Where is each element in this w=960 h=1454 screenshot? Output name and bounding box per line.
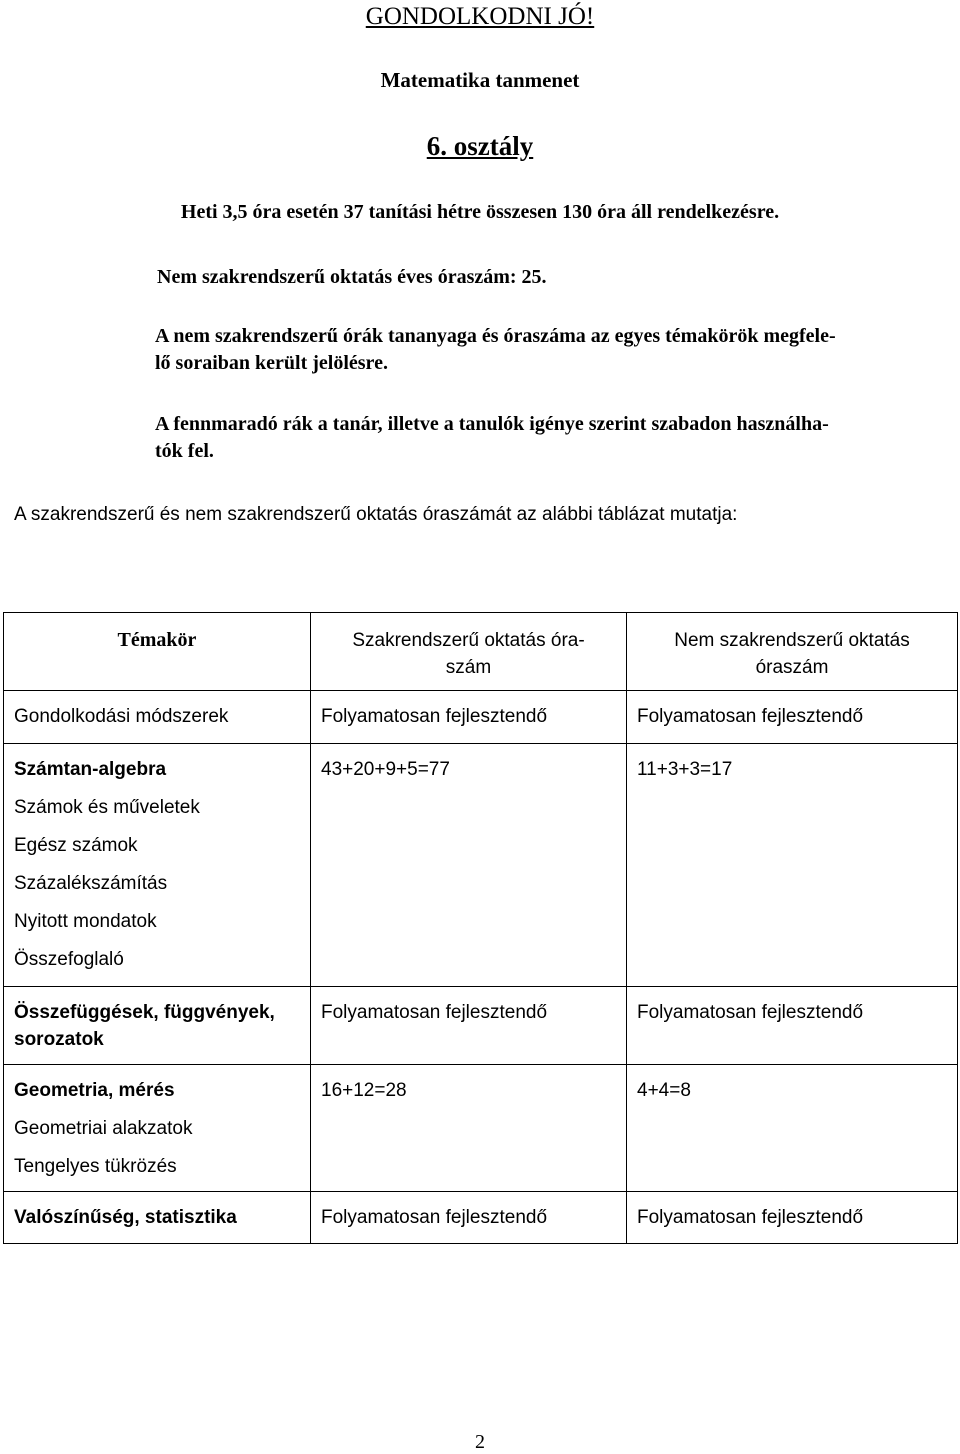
topic-cell xyxy=(4,1192,311,1244)
table-row xyxy=(4,744,958,987)
table-row xyxy=(4,1192,958,1244)
subtopic-label: Összefoglaló xyxy=(14,949,124,970)
regular-hours-value: Folyamatosan fejlesztendő xyxy=(321,706,548,727)
topic-label: Számtan-algebra xyxy=(14,759,167,780)
topic-label-line1: Összefüggések, függvények, xyxy=(14,1002,275,1023)
header-nonregular-hours xyxy=(627,613,958,691)
regular-hours-cell xyxy=(311,1065,627,1192)
subtopic-label: Számok és műveletek xyxy=(14,797,200,818)
table-row xyxy=(4,987,958,1065)
header-topic-label: Témakör xyxy=(117,629,197,651)
table-row xyxy=(4,691,958,744)
nonregular-hours-cell xyxy=(627,691,958,744)
topic-cell xyxy=(4,987,311,1065)
document-title: GONDOLKODNI JÓ! xyxy=(365,3,595,30)
intro-marking-note-line1: A nem szakrendszerű órák tananyaga és óraszáma az egyes témakörök megfele- xyxy=(155,325,836,347)
nonregular-hours-cell xyxy=(627,1192,958,1244)
nonregular-hours-value: 11+3+3=17 xyxy=(637,759,733,780)
subtopic-label: Egész számok xyxy=(14,835,138,856)
nonregular-hours-value: Folyamatosan fejlesztendő xyxy=(637,706,864,727)
nonregular-hours-cell xyxy=(627,1065,958,1192)
regular-hours-cell xyxy=(311,987,627,1065)
intro-weekly-hours: Heti 3,5 óra esetén 37 tanítási hétre összesen 130 óra áll rendelkezésre. xyxy=(180,201,780,223)
nonregular-hours-cell xyxy=(627,987,958,1065)
intro-remaining-hours-note xyxy=(155,411,950,465)
topic-cell xyxy=(4,691,311,744)
subtopic-label: Geometriai alakzatok xyxy=(14,1118,193,1139)
intro-annual-hours: Nem szakrendszerű oktatás éves óraszám: 25. xyxy=(157,266,547,288)
topic-label: Gondolkodási módszerek xyxy=(14,706,229,727)
header-regular-hours-line1: Szakrendszerű oktatás óra- xyxy=(352,630,585,651)
table-header-row xyxy=(4,613,958,691)
header-regular-hours-line2: szám xyxy=(445,657,492,678)
nonregular-hours-cell xyxy=(627,744,958,987)
regular-hours-value: Folyamatosan fejlesztendő xyxy=(321,1002,548,1023)
table-row xyxy=(4,1065,958,1192)
table-intro-text: A szakrendszerű és nem szakrendszerű oktatás óraszámát az alábbi táblázat mutatja: xyxy=(14,504,738,525)
header-topic xyxy=(4,613,311,691)
subtopic-label: Tengelyes tükrözés xyxy=(14,1156,177,1177)
intro-remaining-hours-line2: tók fel. xyxy=(155,440,214,462)
document-subtitle: Matematika tanmenet xyxy=(380,68,580,92)
hours-table xyxy=(3,612,958,1244)
nonregular-hours-value: Folyamatosan fejlesztendő xyxy=(637,1002,864,1023)
intro-marking-note xyxy=(155,323,950,377)
topic-cell xyxy=(4,1065,311,1192)
regular-hours-value: 43+20+9+5=77 xyxy=(321,759,450,780)
regular-hours-value: Folyamatosan fejlesztendő xyxy=(321,1207,548,1228)
nonregular-hours-value: Folyamatosan fejlesztendő xyxy=(637,1207,864,1228)
regular-hours-value: 16+12=28 xyxy=(321,1080,407,1101)
grade-heading: 6. osztály xyxy=(426,131,534,161)
header-nonregular-hours-line1: Nem szakrendszerű oktatás xyxy=(674,630,910,651)
page-number: 2 xyxy=(475,1431,485,1453)
topic-label-line2: sorozatok xyxy=(14,1029,104,1050)
header-regular-hours xyxy=(311,613,627,691)
intro-marking-note-line2: lő soraiban került jelölésre. xyxy=(155,352,388,374)
regular-hours-cell xyxy=(311,691,627,744)
regular-hours-cell xyxy=(311,744,627,987)
topic-label: Geometria, mérés xyxy=(14,1080,175,1101)
header-nonregular-hours-line2: óraszám xyxy=(755,657,829,678)
subtopic-label: Nyitott mondatok xyxy=(14,911,157,932)
topic-label: Valószínűség, statisztika xyxy=(14,1207,237,1228)
subtopic-label: Százalékszámítás xyxy=(14,873,168,894)
intro-remaining-hours-line1: A fennmaradó rák a tanár, illetve a tanulók igénye szerint szabadon használha- xyxy=(155,413,829,435)
regular-hours-cell xyxy=(311,1192,627,1244)
topic-cell xyxy=(4,744,311,987)
nonregular-hours-value: 4+4=8 xyxy=(637,1080,691,1101)
